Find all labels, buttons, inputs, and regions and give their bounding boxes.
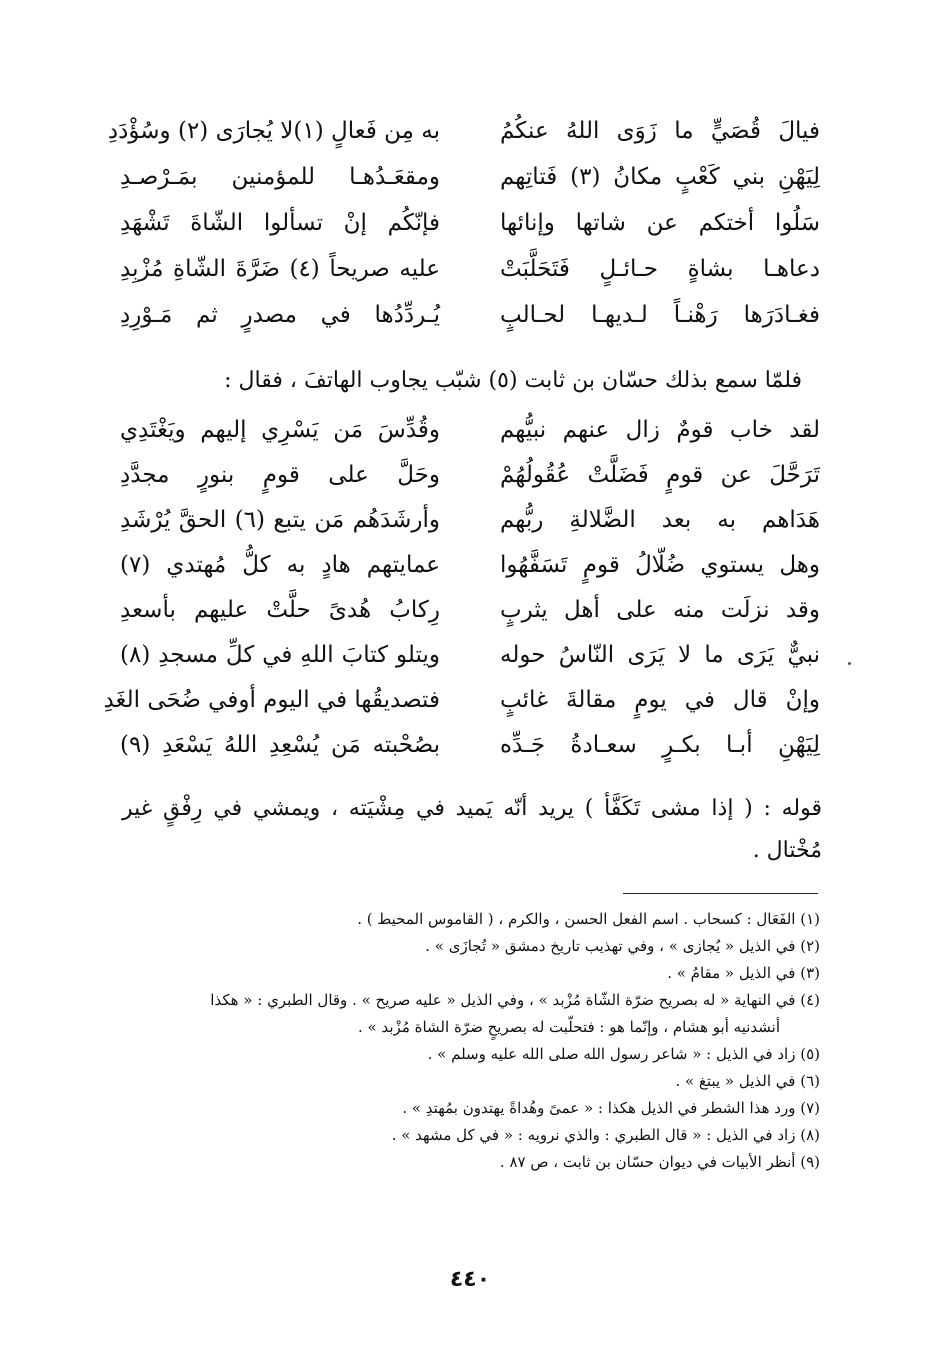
verse-first-hemistich: لقد خاب قومٌ زال عنهم نبيُّهم [500,417,820,443]
verse-second-hemistich: ويتلو كتابَ اللهِ في كلِّ مسجدِ (٨) [120,642,440,668]
verse-first-hemistich: هَدَاهم به بعد الضَّلالةِ ربُّهم [500,507,820,533]
verse-line [120,588,820,633]
footnote: (٤) في النهاية « له بصريح ضرّة الشّاة مُزْبد » ، وفي الذيل « عليه صريح » . وقال الطبري : « هكذا [210,991,820,1009]
footnote-continuation: أنشدنيه أبو هشام ، وإنّما هو : فتحلّبت له بصريحٍ ضرّة الشاة مُزْبد » . [358,1018,780,1036]
verse-line [120,200,820,246]
verse-second-hemistich: عمايتهم هادٍ به كلُّ مُهتدي (٧) [120,552,440,578]
verse-line [120,723,820,768]
verse-first-hemistich: وقد نزلَت منه على أهل يثربٍ [500,597,820,623]
verse-line [120,246,820,292]
verse-first-hemistich: سَلُوا أختكم عن شاتها وإنائها [500,210,820,236]
print-speck [848,662,851,665]
verse-first-hemistich: لِيَهْنِ بني كَعْبٍ مكانُ (٣) فَتاتِهم [500,164,820,190]
verse-second-hemistich: فإنّكُم إنْ تسألوا الشّاةَ تَشْهَدِ [120,210,440,236]
footnote-divider [623,893,818,894]
verse-first-hemistich: دعاهـا بشاةٍ حـائـلٍ فَتَحَلَّبَتْ [500,256,820,282]
footnote: (٢) في الذيل « يُجازى » ، وفي تهذيب تاريخ دمشق « تُجازَى » . [425,937,820,955]
footnote: (٧) ورد هذا الشطر في الذيل هكذا : « عمىً وهُداةً يهتدون بمُهتدِ » . [402,1099,820,1117]
verse-line [120,154,820,200]
poem-block-2 [103,408,820,768]
verse-second-hemistich: يُـردِّدُها في مصدرٍ ثم مَـوْرِدِ [120,302,440,328]
verse-first-hemistich: تَرَحَّلَ عن قومٍ فَضَلَّتْ عُقُولُهُمْ [500,462,820,488]
verse-line [120,453,820,498]
verse-line [120,408,820,453]
prose-paragraph-commentary: قوله : ( إذا مشى تَكَفَّأ ) يريد أنّه يَميد في مِشْيَته ، ويمشي في رِفْقٍ غير مُخْتال . [122,796,822,863]
verse-first-hemistich: فغـادَرَها رَهْنـاً لـديهـا لحـالبٍ [500,302,820,328]
footnote: (٦) في الذيل « يبتغ » . [675,1072,820,1090]
footnote: (١) الفَعَال : كسحاب . اسم الفعل الحسن ، والكرم ، ( القاموس المحيط ) . [357,910,820,928]
verse-second-hemistich: به مِن فَعالٍ (١)لا يُجارَى (٢) وسُؤْدَدِ [107,118,440,144]
verse-line [120,543,820,588]
verse-second-hemistich: فتصديقُها في اليوم أوفي ضُحَى الغَدِ [103,687,440,713]
verse-second-hemistich: بصُحْبته مَن يُسْعِدِ اللهُ يَسْعَدِ (٩) [120,732,440,758]
verse-first-hemistich: نبيٌّ يَرَى ما لا يَرَى النّاسُ حوله [500,642,820,668]
verse-first-hemistich: لِيَهْنِ أبـا بكـرٍ سعـادةُ جَـدِّه [500,732,820,758]
page-number: ٤٤٠ [449,1267,491,1292]
footnote: (٣) في الذيل « مقامُ » . [667,964,820,982]
verse-second-hemistich: وقُدِّسَ مَن يَسْرِي إليهم ويَغْتَدِي [120,417,440,443]
prose-paragraph-intro [122,360,822,402]
footnote: (٥) زاد في الذيل : « شاعر رسول الله صلى الله عليه وسلم » . [427,1045,820,1063]
verse-second-hemistich: عليه صريحاً (٤) ضَرَّةَ الشّاةِ مُزْبِدِ [120,256,441,282]
verse-line [120,292,820,338]
verse-line [103,678,820,723]
verse-second-hemistich: ومقعَـدُهـا للمؤمنين بمَـرْصـدِ [120,164,440,190]
verse-line [120,633,820,678]
verse-first-hemistich: وإنْ قال في يومٍ مقالةَ غائبٍ [500,687,820,713]
verse-first-hemistich: وهل يستوي ضُلّالُ قومٍ تَسَفَّهُوا [500,552,820,578]
verse-second-hemistich: وحَلَّ على قومٍ بنورٍ مجدَّدِ [120,462,440,488]
verse-second-hemistich: رِكابُ هُدىً حلَّتْ عليهم بأسعدِ [120,597,440,623]
verse-second-hemistich: وأرشَدَهُم مَن يتبع (٦) الحقَّ يُرْشَدِ [120,507,440,533]
footnote: (٨) زاد في الذيل : « قال الطبري : والذي نرويه : « في كل مشهد » . [391,1126,820,1144]
footnote: (٩) أنظر الأبيات في ديوان حسّان بن ثابت ، ص ٨٧ . [499,1153,820,1171]
verse-first-hemistich: فيالَ قُصَيٍّ ما زَوَى اللهُ عنكُمُ [500,118,820,144]
verse-line [120,498,820,543]
prose-text: فلمّا سمع بذلك حسّان بن ثابت (٥) شبّب يجاوب الهاتفَ ، فقال : [224,368,802,393]
verse-line [107,108,820,154]
footnotes [110,906,820,1176]
poem-block-1 [107,108,820,338]
